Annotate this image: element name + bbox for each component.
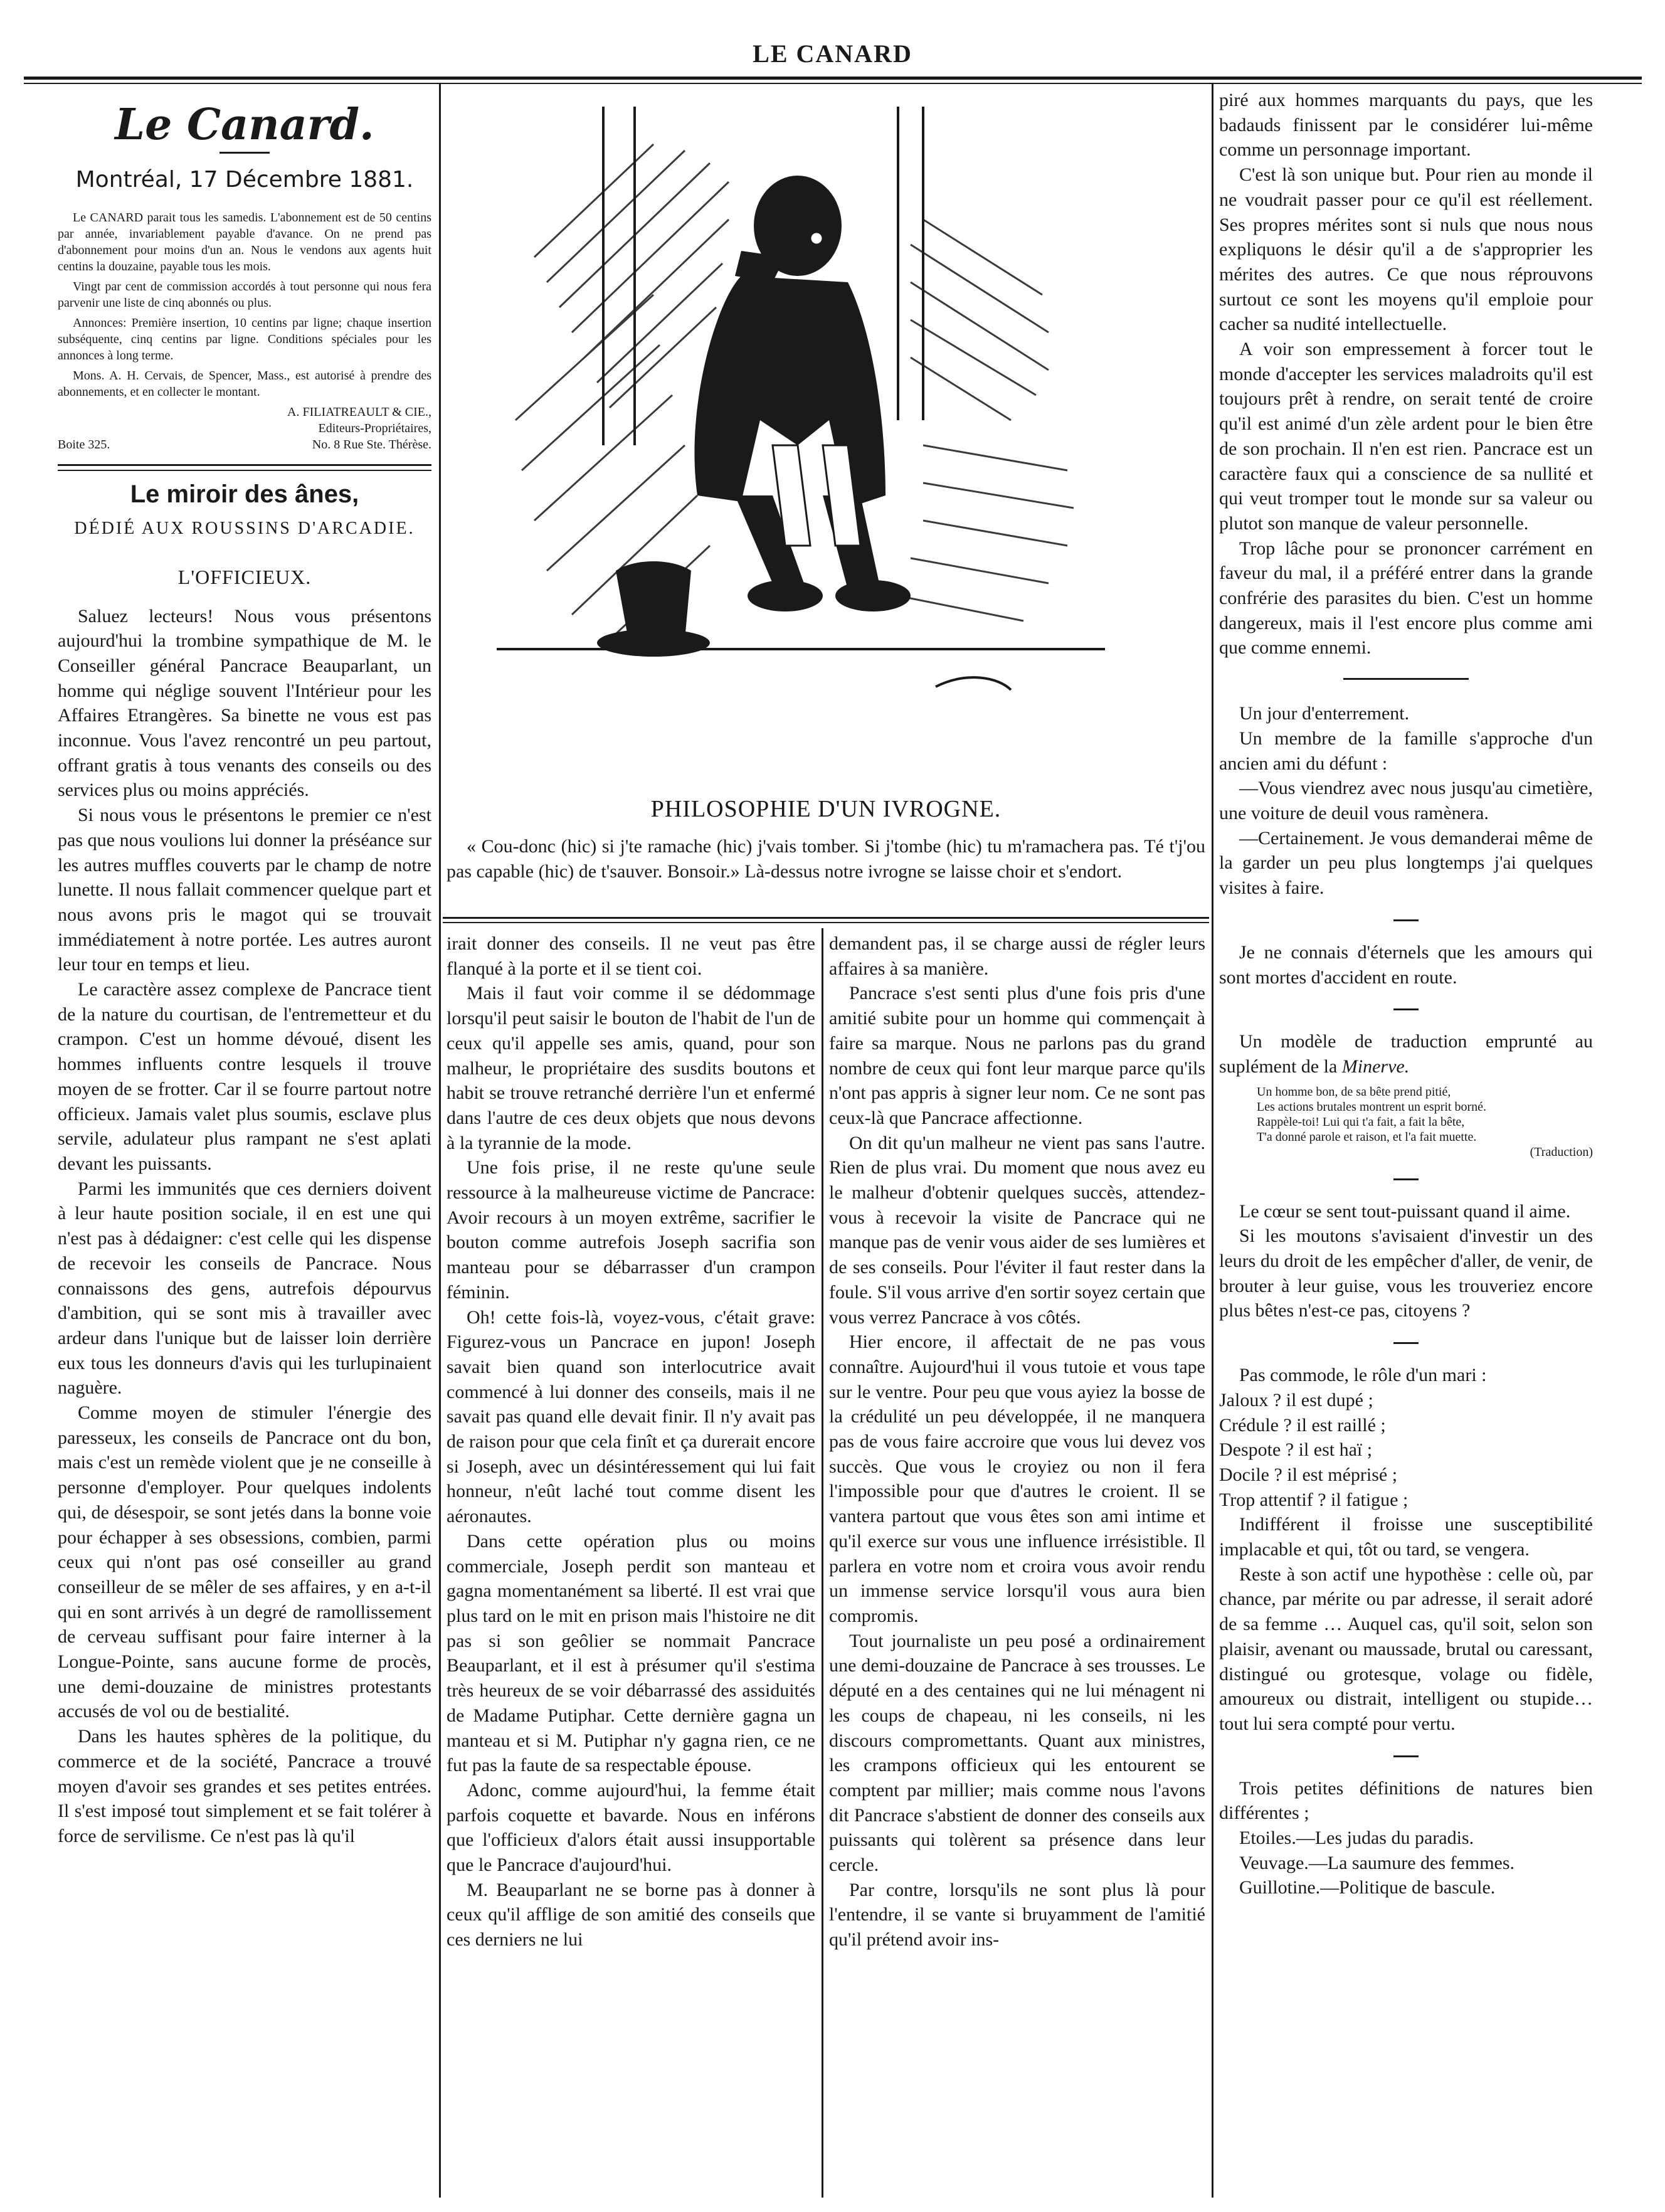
anecdote-line: Un membre de la famille s'approche d'un ancien ami du défunt : <box>1219 728 1593 774</box>
article-title: Le miroir des ânes, <box>130 480 359 509</box>
journal-name: Minerve. <box>1341 1056 1410 1077</box>
running-title: LE CANARD <box>753 40 912 68</box>
paragraph: Adonc, comme aujourd'hui, la femme était parfois coquette et bavarde. Nous en inférons que l'officieux d'alors était aussi insupportable que le Pancrace d'aujourd'hui. <box>447 1779 815 1876</box>
anecdote-line: —Certainement. Je vous demanderai même de la garder un peu plus longtemps j'ai quelques visites à faire. <box>1219 827 1593 899</box>
husband-line: Jaloux ? il est dupé ; <box>1219 1389 1373 1410</box>
maxim: Le cœur se sent tout-puissant quand il aime. <box>1239 1200 1571 1222</box>
paragraph: Parmi les immunités que ces derniers doivent à leur haute position sociale, il en est une qui n'est pas à dédaigner: c'est celle qui les dispense de recevoir les conseils de Pancrace. Nous connaissons des gens, autrefois dépourvus d'ambition, qui se sont mis à travailler avec ardeur dans l'unique but de laisser loin derrière eux tous les donneurs d'avis qui les turlupinaient naguère. <box>58 1178 431 1399</box>
definition: Veuvage.—La saumure des femmes. <box>1239 1852 1515 1873</box>
separator-dash <box>1393 1342 1419 1344</box>
column-rule-1 <box>439 84 441 2198</box>
notice: Annonces: Première insertion, 10 centins par ligne; chaque insertion subséquente, cinq centins par ligne. Conditions spéciales pour les annonces à long terme. <box>58 316 431 363</box>
illustration-rule-thin <box>443 922 1209 923</box>
column-4 <box>1219 88 1593 2195</box>
illustration-rule <box>443 917 1209 919</box>
publisher: A. FILIATREAULT & CIE., <box>287 405 431 420</box>
subscription-notices <box>58 209 431 453</box>
section-rule <box>58 464 431 466</box>
masthead-title: Le Canard. <box>115 100 374 150</box>
husband-intro: Pas commode, le rôle d'un mari : <box>1239 1365 1487 1386</box>
publisher-role: Editeurs-Propriétaires, <box>318 421 431 436</box>
article-dedication: DÉDIÉ AUX ROUSSINS D'ARCADIE. <box>74 519 415 539</box>
separator-dash <box>1393 1755 1419 1757</box>
paragraph: Oh! cette fois-là, voyez-vous, c'était grave: Figurez-vous un Pancrace en jupon! Joseph savait bien quand son interlocutrice avait commencé à lui donner des conseils, mais il ne savait pas quand elle devait finir. Il n'y avait pas de raison pour que cela finît et ça durerait encore si Joseph, avec un désintéressement qui lui fait honneur, n'eût laché tout comme disent les aéronautes. <box>447 1306 815 1527</box>
maxim: Si les moutons s'avisaient d'investir un des leurs du droit de les empêcher d'aller, de venir, de brouter à leur guise, vous les trouveriez encore plus bêtes n'est-ce pas, citoyens ? <box>1219 1225 1593 1321</box>
top-rule <box>24 77 1642 80</box>
separator-dash <box>1393 1178 1419 1180</box>
paragraph: Dans les hautes sphères de la politique, du commerce et de la société, Pancrace a trouvé moyen d'avoir ses grandes et ses petites entrées. Il s'est imposé tout simplement et se fait tolérer à force de servilisme. Ce n'est pas là qu'il <box>58 1726 431 1846</box>
paragraph: On dit qu'un malheur ne vient pas sans l'autre. Rien de plus vrai. Du moment que nous avez eu le malheur d'obtenir quelques succès, attendez-vous à recevoir la visite de Pancrace qui ne manque pas de venir vous aider de ses lumières et de ses conseils. Pour l'éviter il faut rester dans la foule. S'il vous arrive d'en sortir soyez certain que vous verrez Pancrace à vos côtés. <box>829 1132 1205 1328</box>
column-1 <box>58 88 431 2195</box>
translation-intro <box>1219 1029 1593 1079</box>
translated-verse <box>1219 1084 1593 1160</box>
husband-line: Trop attentif ? il fatigue ; <box>1219 1489 1409 1510</box>
paragraph: demandent pas, il se charge aussi de régler leurs affaires à sa manière. <box>829 933 1205 979</box>
husband-line: Crédule ? il est raillé ; <box>1219 1414 1386 1436</box>
paragraph: Dans cette opération plus ou moins commerciale, Joseph perdit son manteau et gagna momentanément sa liberté. Il est vrai que plus tard on le mit en prison mais l'histoire ne dit pas si son geôlier se nommait Pancrace Beauparlant, et il est à présumer qu'il s'estima très heureux de se voir débarrassé des assiduités de Madame Putiphar. Cette dernière gagna un manteau et si M. Putiphar n'y gagna rien, ce ne fut pas la faute de sa respectable épouse. <box>447 1530 815 1776</box>
paragraph: Reste à son actif une hypothèse : celle où, par chance, par mérite ou par adresse, il serait adoré de sa femme … Auquel cas, qu'il soit, selon son plaisir, avenant ou maussade, brutal ou caressant, distingué ou grotesque, volage ou fidèle, amoureux ou distrait, intelligent ou stupide… tout lui sera compté pour vertu. <box>1219 1564 1593 1734</box>
column-rule-2 <box>822 928 823 2198</box>
dateline: Montréal, 17 Décembre 1881. <box>75 166 414 193</box>
paragraph: piré aux hommes marquants du pays, que les badauds finissent par le considérer lui-même comme un personnage important. <box>1219 90 1593 161</box>
post-box: Boite 325. <box>58 438 110 452</box>
anecdote-line: Un jour d'enterrement. <box>1239 703 1410 724</box>
drunkard-illustration <box>447 94 1205 784</box>
column-rule-4 <box>1212 84 1213 2198</box>
maxim: Je ne connais d'éternels que les amours qui sont mortes d'accident en route. <box>1219 941 1593 988</box>
section-rule-thin <box>58 470 431 471</box>
paragraph: A voir son empressement à forcer tout le monde d'accepter les services maladroits qu'il est toujours prêt à rendre, on serait tenté de croire qu'il est animé d'un zèle ardent pour le bien être de son prochain. Il n'en est rien. Pancrace est un caractère faux qui a conscience de sa nullité et qui veut tromper tout le monde sur sa valeur ou plutot son manque de valeur personnelle. <box>1219 339 1593 534</box>
paragraph: Par contre, lorsqu'ils ne sont plus là pour l'entendre, il se vante si bruyamment de l'amitié qu'il prétend avoir ins- <box>829 1879 1205 1950</box>
ornament-rule <box>1343 678 1469 680</box>
paragraph: Le caractère assez complexe de Pancrace tient de la nature du courtisan, de l'entremetteur et du crampon. C'est un homme dévoué, disent les hommes influents contre lesquels il trouve moyen de se frotter. Car il se fourre partout notre officieux. Jamais valet plus soumis, esclave plus servile, adulateur plus rampant ne s'est aplati devant les puissants. <box>58 979 431 1174</box>
paragraph: C'est là son unique but. Pour rien au monde il ne voudrait passer pour ce qu'il est réellement. Ses propres mérites sont si nuls que nous nous expliquons le désir qu'il a de s'approprier les mérites des autres. Ce que nous réprouvons surtout ce sont les moyens qu'il emploie pour cacher sa nudité intellectuelle. <box>1219 164 1593 335</box>
verse-line: T'a donné parole et raison, et l'a fait muette. <box>1257 1130 1477 1144</box>
definition: Etoiles.—Les judas du paradis. <box>1239 1828 1474 1849</box>
article-subtitle: L'OFFICIEUX. <box>177 565 312 588</box>
paragraph: Saluez lecteurs! Nous vous présentons aujourd'hui la trombine sympathique de M. le Conseiller général Pancrace Beauparlant, un homme qui néglige souvent l'Intérieur pour les Affaires Etrangères. Sa binette ne vous est pas inconnue. Vous l'avez rencontré un peu partout, offrant gratis à tous venants des conseils ou des services plus ou moins appréciés. <box>58 605 431 801</box>
verse-line: Rappèle-toi! Lui qui t'a fait, a fait la bête, <box>1257 1114 1465 1129</box>
notice: Mons. A. H. Cervais, de Spencer, Mass., est autorisé à prendre des abonnements, et en collecter le montant. <box>58 369 431 400</box>
separator-dash <box>1393 919 1419 921</box>
street-address: No. 8 Rue Ste. Thérèse. <box>312 438 431 452</box>
verse-source: (Traduction) <box>1530 1145 1593 1159</box>
husband-line: Despote ? il est haï ; <box>1219 1439 1373 1461</box>
illustration-quote: « Cou-donc (hic) si j'te ramache (hic) j'vais tomber. Si j'tombe (hic) tu m'ramachera pas. Té t'j'ou pas capable (hic) de t'sauver. Bonsoir.» Là-dessus notre ivrogne se laisse choir et s'endort. <box>447 836 1205 882</box>
top-rule-thin <box>24 83 1642 84</box>
masthead-rule <box>219 152 270 154</box>
anecdote-line: —Vous viendrez avec nous jusqu'au cimetière, une voiture de deuil vous ramènera. <box>1219 778 1593 823</box>
paragraph: Tout journaliste un peu posé a ordinairement une demi-douzaine de Pancrace à ses trousses. Le député en a des centaines qui ne lui ménagent ni les coups de chapeau, ni les conseils, ni les discours compromettants. Quant aux ministres, les crampons officieux qui les entourent se comptent par millier; mais comme nous l'avons dit Pancrace s'abstient de donner des conseils aux puissants qui tolèrent sa présence dans leur cercle. <box>829 1630 1205 1876</box>
separator-dash <box>1393 1008 1419 1010</box>
definitions-intro: Trois petites définitions de natures bien différentes ; <box>1219 1777 1593 1824</box>
paragraph: Pancrace s'est senti plus d'une fois pris d'une amitié subite pour un homme qui commençait à faire sa marque. Nous ne parlons pas du grand nombre de ceux qui font leur marque parce qu'ils n'ont pas appris à signer leur nom. Ce ne sont pas ceux-là que Pancrace affectionne. <box>829 983 1205 1128</box>
paragraph: Si nous vous le présentons le premier ce n'est pas que nous voulions lui donner la préséance sur les autres muffles couverts par le champ de notre lunette. Il nous fallait commencer quelque part et nous avons pris le magot qui se trouvait immédiatement à notre portée. Les autres auront leur tour en temps et lieu. <box>58 805 431 975</box>
column-3 <box>829 931 1205 2195</box>
verse-line: Les actions brutales montrent un esprit borné. <box>1257 1099 1487 1114</box>
husband-line: Docile ? il est méprisé ; <box>1219 1464 1398 1485</box>
paragraph: irait donner des conseils. Il ne veut pas être flanqué à la porte et il se tient coi. <box>447 933 815 979</box>
notice: Vingt par cent de commission accordés à tout personne qui nous fera parvenir une liste de cinq abonnés ou plus. <box>58 280 431 310</box>
illustration-caption: PHILOSOPHIE D'UN IVROGNE. <box>650 796 1002 822</box>
paragraph: Mais il faut voir comme il se dédommage lorsqu'il peut saisir le bouton de l'habit de l'un de ceux qu'il appelle ses amis, quand, pour son malheur, le propriétaire des susdits boutons et habit se trouve retranché derrière l'un et enfermé dans l'autre de ces deux objets que nous devons à la tyrannie de la mode. <box>447 983 815 1153</box>
paragraph: Une fois prise, il ne reste qu'une seule ressource à la malheureuse victime de Pancrace: Avoir recours à un moyen extrême, sacrifier le bouton comme autrefois Joseph sacrifia son manteau pour se débarrasser d'un crampon féminin. <box>447 1157 815 1303</box>
paragraph: Hier encore, il affectait de ne pas vous connaître. Aujourd'hui il vous tutoie et vous tape sur le ventre. Pour peu que vous ayiez la bosse de la crédulité un peu développée, il ne manquera pas de vous faire accroire que vous lui devez vos succès. Que vous le croyiez ou non il fera l'impossible pour que d'autres le croient. Il se vantera partout que vous êtes son ami intime et qu'il exerce sur vous une influence irrésistible. Il parlera en votre nom et croira vous avoir rendu un immense service lorsqu'il vous aura bien compromis. <box>829 1331 1205 1626</box>
paragraph: Trop lâche pour se prononcer carrément en faveur du mal, il a préféré entrer dans la grande confrérie des parasites du bien. C'est un homme dangereux, mais il l'est encore plus comme ami que comme ennemi. <box>1219 537 1593 659</box>
publisher-address <box>58 437 431 453</box>
paragraph: Indifférent il froisse une susceptibilité implacable et qui, tôt ou tard, se vengera. <box>1219 1514 1593 1560</box>
paragraph: Comme moyen de stimuler l'énergie des paresseux, les conseils de Pancrace ont du bon, mais c'est un remède violent que je ne conseille à personne d'employer. Pour quelques indolents qui, de désespoir, se sont jetés dans la bonne voie pour échapper à ses obsessions, combien, parmi ceux qui n'ont pas osé conseiller au grand conseilleur de se mêler de ses affaires, y en a-t-il qui en sont arrivés à un degré de ramollissement de cerveau suffisant pour faire interner à la Longue-Pointe, sans aucune forme de procès, une demi-douzaine de ministres protestants accusés de vol ou de bestialité. <box>58 1402 431 1722</box>
paragraph: M. Beauparlant ne se borne pas à donner à ceux qu'il afflige de son amitié des conseils que ces derniers ne lui <box>447 1879 815 1950</box>
definition: Guillotine.—Politique de bascule. <box>1239 1877 1496 1898</box>
column-2 <box>447 931 815 2195</box>
translation-intro-text: Un modèle de traduction emprunté au suplément de la <box>1219 1031 1593 1077</box>
verse-line: Un homme bon, de sa bête prend pitié, <box>1257 1084 1451 1099</box>
notice: Le CANARD parait tous les samedis. L'abonnement est de 50 centins par année, invariablement payable d'avance. On ne prend pas d'abonnement pour moins d'un an. Nous le vendons aux agents huit centins la douzaine, payable tous les mois. <box>58 211 431 274</box>
